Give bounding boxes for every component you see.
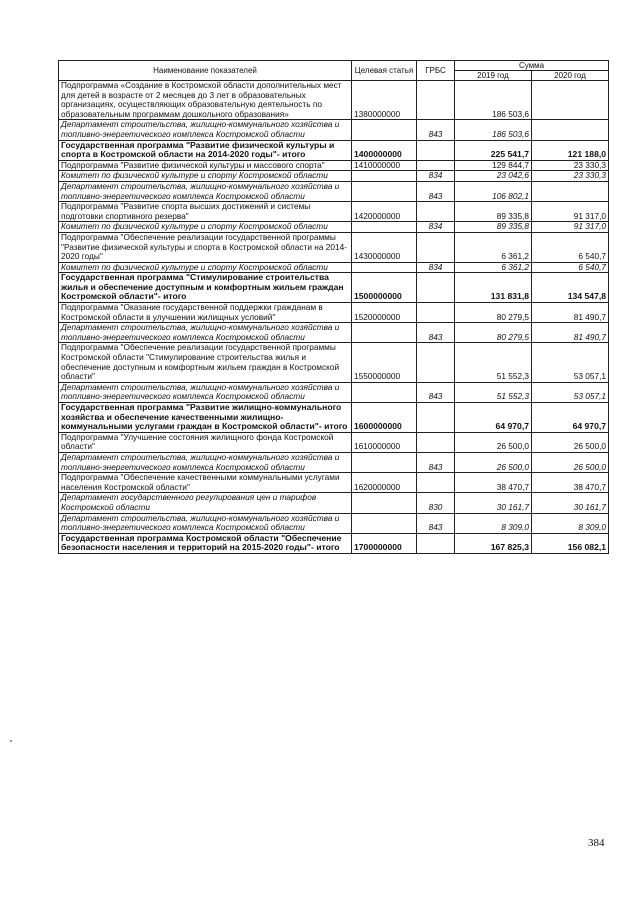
row-value-2019: 80 279,5 [455,323,532,343]
row-name: Подпрограмма "Развитие физической культуры и массового спорта" [59,160,352,171]
table-row [59,140,609,160]
row-value-2019: 38 470,7 [455,473,532,493]
table-row [59,323,609,343]
table-row [59,303,609,323]
row-value-2019: 186 503,6 [455,120,532,140]
row-name: Подпрограмма "Обеспечение качественными коммунальными услугами населения Костромской области" [59,473,352,493]
row-grbs [417,160,455,171]
table-row [59,432,609,452]
row-grbs: 843 [417,323,455,343]
table-row [59,120,609,140]
scan-speck [10,740,12,742]
row-value-2019: 26 500,0 [455,432,532,452]
row-name: Подпрограмма "Развитие спорта высших достижений и системы подготовки спортивного резерва" [59,202,352,222]
row-grbs [417,81,455,120]
row-value-2019: 51 552,3 [455,343,532,382]
table-row [59,382,609,402]
row-value-2019: 64 970,7 [455,403,532,433]
table-row [59,171,609,182]
row-name: Департамент строительства, жилищно-коммунального хозяйства и топливно-энергетического комплекса Костромской области [59,452,352,472]
row-grbs [417,202,455,222]
table-row [59,403,609,433]
row-code: 1430000000 [352,232,417,262]
header-target-article: Целевая статья [352,61,417,81]
row-grbs: 834 [417,262,455,273]
row-name: Департамент строительства, жилищно-коммунального хозяйства и топливно-энергетического комплекса Костромской области [59,513,352,533]
row-code: 1520000000 [352,303,417,323]
row-value-2020: 64 970,7 [532,403,609,433]
row-value-2020 [532,120,609,140]
row-code: 1550000000 [352,343,417,382]
row-code: 1500000000 [352,273,417,303]
row-value-2019: 225 541,7 [455,140,532,160]
row-value-2020: 6 540,7 [532,262,609,273]
row-grbs: 834 [417,171,455,182]
row-grbs: 843 [417,120,455,140]
table-row [59,81,609,120]
row-value-2020: 53 057,1 [532,343,609,382]
row-value-2019: 8 309,0 [455,513,532,533]
row-value-2020: 91 317,0 [532,202,609,222]
row-value-2020: 134 547,8 [532,273,609,303]
row-name: Департамент государственного регулирования цен и тарифов Костромской области [59,493,352,513]
page-number: 384 [588,837,605,849]
row-value-2019: 89 335,8 [455,202,532,222]
row-value-2020: 26 500,0 [532,452,609,472]
row-code: 1400000000 [352,140,417,160]
row-value-2020: 8 309,0 [532,513,609,533]
row-code [352,493,417,513]
row-code [352,323,417,343]
row-value-2020: 6 540,7 [532,232,609,262]
row-name: Комитет по физической культуре и спорту Костромской области [59,171,352,182]
row-name: Подпрограмма "Оказание государственной поддержки гражданам в Костромской области в улучшении жилищных условий" [59,303,352,323]
row-code: 1420000000 [352,202,417,222]
table-row [59,181,609,201]
row-value-2020: 81 490,7 [532,323,609,343]
row-code [352,382,417,402]
row-value-2019: 186 503,6 [455,81,532,120]
row-value-2019: 131 831,8 [455,273,532,303]
table-row [59,232,609,262]
row-code: 1600000000 [352,403,417,433]
row-value-2019: 51 552,3 [455,382,532,402]
header-year-2020: 2020 год [532,71,609,81]
row-grbs: 834 [417,222,455,233]
table-body [59,81,609,554]
row-code [352,120,417,140]
row-grbs: 830 [417,493,455,513]
row-grbs: 843 [417,181,455,201]
row-grbs [417,273,455,303]
row-code [352,171,417,182]
row-grbs [417,140,455,160]
row-name: Подпрограмма «Создание в Костромской области дополнительных мест для детей в возрасте от 2 месяцев до 3 лет в образовательных организациях, осуществляющих образовательную деятельность по образовательным программам дошкольного образования» [59,81,352,120]
row-value-2020: 91 317,0 [532,222,609,233]
table-row [59,533,609,553]
row-name: Государственная программа "Развитие жилищно-коммунального хозяйства и обеспечение качественными жилищно-коммунальными услугами граждан в Костромской области"- итого [59,403,352,433]
row-value-2019: 26 500,0 [455,452,532,472]
row-code [352,513,417,533]
row-code [352,452,417,472]
header-grbs: ГРБС [417,61,455,81]
row-value-2019: 6 361,2 [455,262,532,273]
row-name: Департамент строительства, жилищно-коммунального хозяйства и топливно-энергетического комплекса Костромской области [59,120,352,140]
table-row [59,202,609,222]
header-name: Наименование показателей [59,61,352,81]
table-row [59,160,609,171]
row-name: Комитет по физической культуре и спорту Костромской области [59,262,352,273]
row-name: Государственная программа "Стимулирование строительства жилья и обеспечение доступным и комфортным жильем граждан Костромской области"- итого [59,273,352,303]
row-name: Комитет по физической культуре и спорту Костромской области [59,222,352,233]
header-sum: Сумма [455,61,609,71]
row-value-2019: 23 042,6 [455,171,532,182]
row-grbs [417,533,455,553]
row-code: 1620000000 [352,473,417,493]
row-name: Департамент строительства, жилищно-коммунального хозяйства и топливно-энергетического комплекса Костромской области [59,382,352,402]
table-row [59,222,609,233]
row-name: Государственная программа Костромской области "Обеспечение безопасности населения и территорий на 2015-2020 годы"- итого [59,533,352,553]
table-row [59,473,609,493]
row-value-2019: 106 802,1 [455,181,532,201]
row-name: Департамент строительства, жилищно-коммунального хозяйства и топливно-энергетического комплекса Костромской области [59,323,352,343]
row-code: 1380000000 [352,81,417,120]
row-code [352,262,417,273]
row-grbs [417,303,455,323]
table-row [59,343,609,382]
row-value-2019: 129 844,7 [455,160,532,171]
row-value-2020: 156 082,1 [532,533,609,553]
row-code [352,181,417,201]
table-row [59,513,609,533]
row-name: Подпрограмма "Обеспечение реализации государственной программы "Развитие физической культуры и спорта в Костромской области на 2014-2020 годы" [59,232,352,262]
row-value-2020: 121 188,0 [532,140,609,160]
row-value-2020: 23 330,3 [532,171,609,182]
row-grbs: 843 [417,452,455,472]
row-code: 1410000000 [352,160,417,171]
row-grbs [417,432,455,452]
row-name: Подпрограмма "Улучшение состояния жилищного фонда Костромской области" [59,432,352,452]
table-row [59,262,609,273]
table-row [59,273,609,303]
row-value-2020: 26 500,0 [532,432,609,452]
budget-table [58,60,609,554]
row-value-2020: 30 161,7 [532,493,609,513]
row-name: Государственная программа "Развитие физической культуры и спорта в Костромской области на 2014-2020 годы"- итого [59,140,352,160]
row-value-2019: 30 161,7 [455,493,532,513]
row-value-2020: 81 490,7 [532,303,609,323]
row-grbs [417,473,455,493]
table-row [59,493,609,513]
row-name: Департамент строительства, жилищно-коммунального хозяйства и топливно-энергетического комплекса Костромской области [59,181,352,201]
row-value-2020: 23 330,3 [532,160,609,171]
row-value-2019: 89 335,8 [455,222,532,233]
row-name: Подпрограмма "Обеспечение реализации государственной программы Костромской области "Стимулирование строительства жилья и обеспечение доступным и комфортным жильем граждан в Костромской области" [59,343,352,382]
row-value-2020 [532,181,609,201]
row-grbs: 843 [417,513,455,533]
row-grbs [417,232,455,262]
row-code: 1700000000 [352,533,417,553]
row-value-2020: 53 057,1 [532,382,609,402]
row-value-2019: 167 825,3 [455,533,532,553]
row-code [352,222,417,233]
row-value-2020 [532,81,609,120]
row-code: 1610000000 [352,432,417,452]
row-value-2020: 38 470,7 [532,473,609,493]
header-row [59,61,609,71]
row-grbs [417,343,455,382]
row-value-2019: 80 279,5 [455,303,532,323]
row-value-2019: 6 361,2 [455,232,532,262]
header-year-2019: 2019 год [455,71,532,81]
row-grbs: 843 [417,382,455,402]
table-row [59,452,609,472]
row-grbs [417,403,455,433]
